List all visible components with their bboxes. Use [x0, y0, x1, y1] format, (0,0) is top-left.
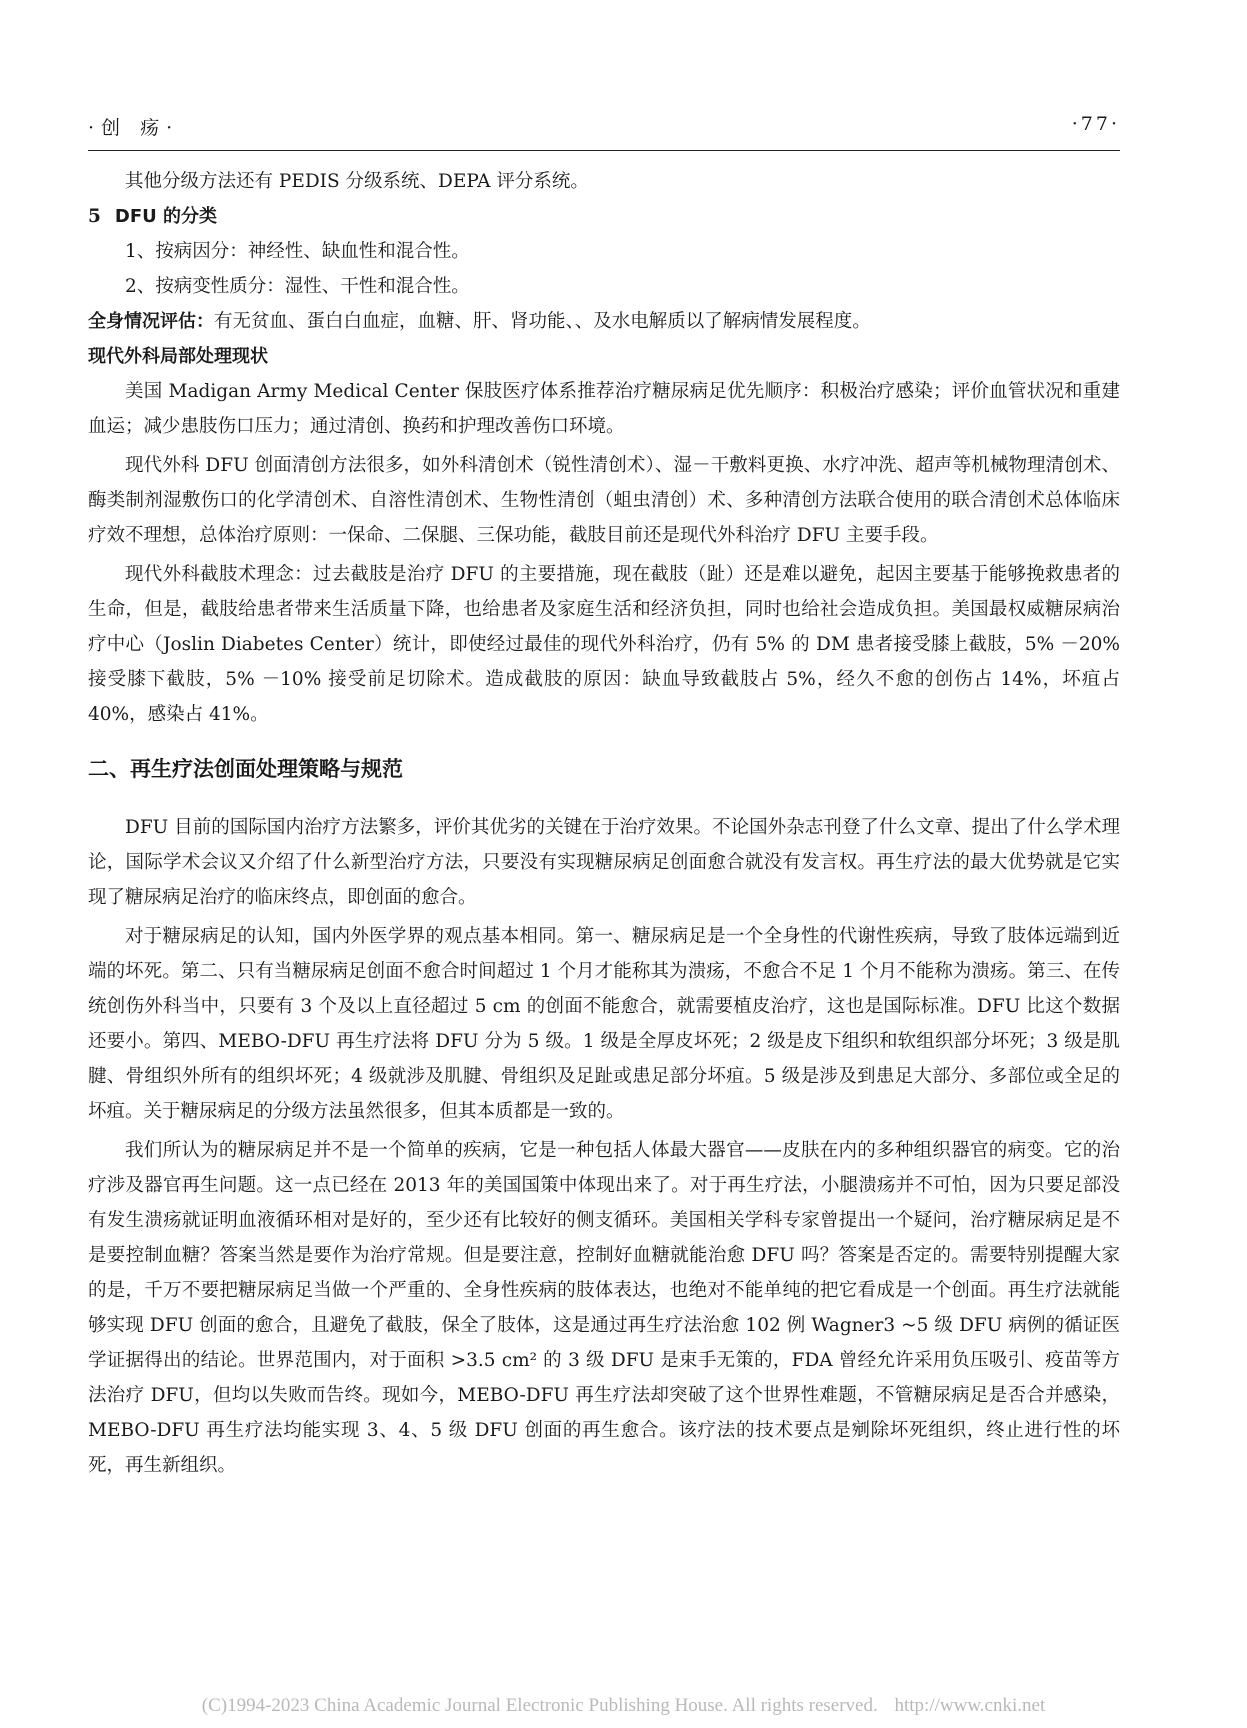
paragraph-debridement: 现代外科 DFU 创面清创方法很多，如外科清创术（锐性清创术）、湿－干敷料更换、水疗冲洗、超声等机械物理清创术、酶类制剂湿敷伤口的化学清创术、自溶性清创术、生物性清创（蛆虫清创）术、多种清创方法联合使用的联合清创术总体临床疗效不理想，总体治疗原则：一保命、二保腿、三保功能，截肢目前还是现代外科治疗 DFU 主要手段。: [88, 455, 1120, 546]
journal-section-label: ·创 疡·: [88, 117, 180, 139]
section-heading-5: [88, 199, 1120, 234]
header-rule: [88, 150, 1120, 151]
paragraph-dfu-treatment: DFU 目前的国际国内治疗方法繁多，评价其优劣的关键在于治疗效果。不论国外杂志刊登了什么文章、提出了什么学术理论，国际学术会议又介绍了什么新型治疗方法，只要没有实现糖尿病足创面愈合就没有发言权。再生疗法的最大优势就是它实现了糖尿病足治疗的临床终点，即创面的愈合。: [88, 817, 1120, 908]
article-body: [88, 164, 1120, 1483]
copyright-notice: (C)1994-2023 China Academic Journal Electronic Publishing House. All rights reserved.: [201, 1695, 878, 1716]
running-header: [88, 113, 1120, 143]
section-number: 5: [88, 206, 101, 227]
footer-url: http://www.cnki.net: [894, 1695, 1046, 1716]
section-title: DFU 的分类: [114, 206, 217, 227]
cnki-watermark-footer: [0, 1695, 1247, 1717]
assessment-text: 有无贫血、蛋白白血症，血糖、肝、肾功能、、及水电解质以了解病情发展程度。: [214, 311, 871, 332]
paragraph-amputation: 现代外科截肢术理念：过去截肢是治疗 DFU 的主要措施，现在截肢（趾）还是难以避免，起因主要基于能够挽救患者的生命，但是，截肢给患者带来生活质量下降，也给患者及家庭生活和经济负担，同时也给社会造成负担。美国最权威糖尿病治疗中心（Joslin Diabetes Center）统计，即使经过最佳的现代外科治疗，仍有 5% 的 DM 患者接受膝上截肢，5% －20% 接受膝下截肢，5% －10% 接受前足切除术。造成截肢的原因：缺血导致截肢占 5%，经久不愈的创伤占 14%，坏疽占 40%，感染占 41%。: [88, 564, 1120, 725]
paragraph-regenerative-view: 我们所认为的糖尿病足并不是一个简单的疾病，它是一种包括人体最大器官——皮肤在内的多种组织器官的病变。它的治疗涉及器官再生问题。这一点已经在 2013 年的美国国策中体现出来了。对于再生疗法，小腿溃疡并不可怕，因为只要足部没有发生溃疡就证明血液循环相对是好的，至少还有比较好的侧支循环。美国相关学科专家曾提出一个疑问，治疗糖尿病足是不是要控制血糖？答案当然是要作为治疗常规。但是要注意，控制好血糖就能治愈 DFU 吗？答案是否定的。需要特别提醒大家的是，千万不要把糖尿病足当做一个严重的、全身性疾病的肢体表达，也绝对不能单纯的把它看成是一个创面。再生疗法就能够实现 DFU 创面的愈合，且避免了截肢，保全了肢体，这是通过再生疗法治愈 102 例 Wagner3 ~5 级 DFU 病例的循证医学证据得出的结论。世界范围内，对于面积 >3.5 cm² 的 3 级 DFU 是束手无策的，FDA 曾经允许采用负压吸引、疫苗等方法治疗 DFU，但均以失败而告终。现如今，MEBO-DFU 再生疗法却突破了这个世界性难题，不管糖尿病足是否合并感染，MEBO-DFU 再生疗法均能实现 3、4、5 级 DFU 创面的再生愈合。该疗法的技术要点是剜除坏死组织，终止进行性的坏死，再生新组织。: [88, 1140, 1120, 1476]
paragraph-assessment: [88, 304, 1120, 339]
subheading-modern-surgery: 现代外科局部处理现状: [88, 346, 268, 367]
paragraph-cognition: 对于糖尿病足的认知，国内外医学界的观点基本相同。第一、糖尿病足是一个全身性的代谢性疾病，导致了肢体远端到近端的坏死。第二、只有当糖尿病足创面不愈合时间超过 1 个月才能称其为溃疡，不愈合不足 1 个月不能称为溃疡。第三、在传统创伤外科当中，只要有 3 个及以上直径超过 5 cm 的创面不能愈合，就需要植皮治疗，这也是国际标准。DFU 比这个数据还要小。第四、MEBO-DFU 再生疗法将 DFU 分为 5 级。1 级是全厚皮坏死；2 级是皮下组织和软组织部分坏死；3 级是肌腱、骨组织外所有的组织坏死；4 级就涉及肌腱、骨组织及足趾或患足部分坏疽。5 级是涉及到患足大部分、多部位或全足的坏疽。关于糖尿病足的分级方法虽然很多，但其本质都是一致的。: [88, 926, 1120, 1122]
list-item-etiology: 1、按病因分：神经性、缺血性和混合性。: [125, 241, 470, 262]
assessment-label: 全身情况评估：: [88, 311, 214, 332]
chapter-heading: 二、再生疗法创面处理策略与规范: [88, 757, 403, 781]
list-item-pathology: 2、按病变性质分：湿性、干性和混合性。: [125, 276, 470, 297]
paragraph-madigan: 美国 Madigan Army Medical Center 保肢医疗体系推荐治疗糖尿病足优先顺序：积极治疗感染；评价血管状况和重建血运；减少患肢伤口压力；通过清创、换药和护理改善伤口环境。: [88, 381, 1120, 437]
page-number: ·77·: [1071, 113, 1120, 135]
paragraph-grading-methods: 其他分级方法还有 PEDIS 分级系统、DEPA 评分系统。: [125, 171, 589, 192]
